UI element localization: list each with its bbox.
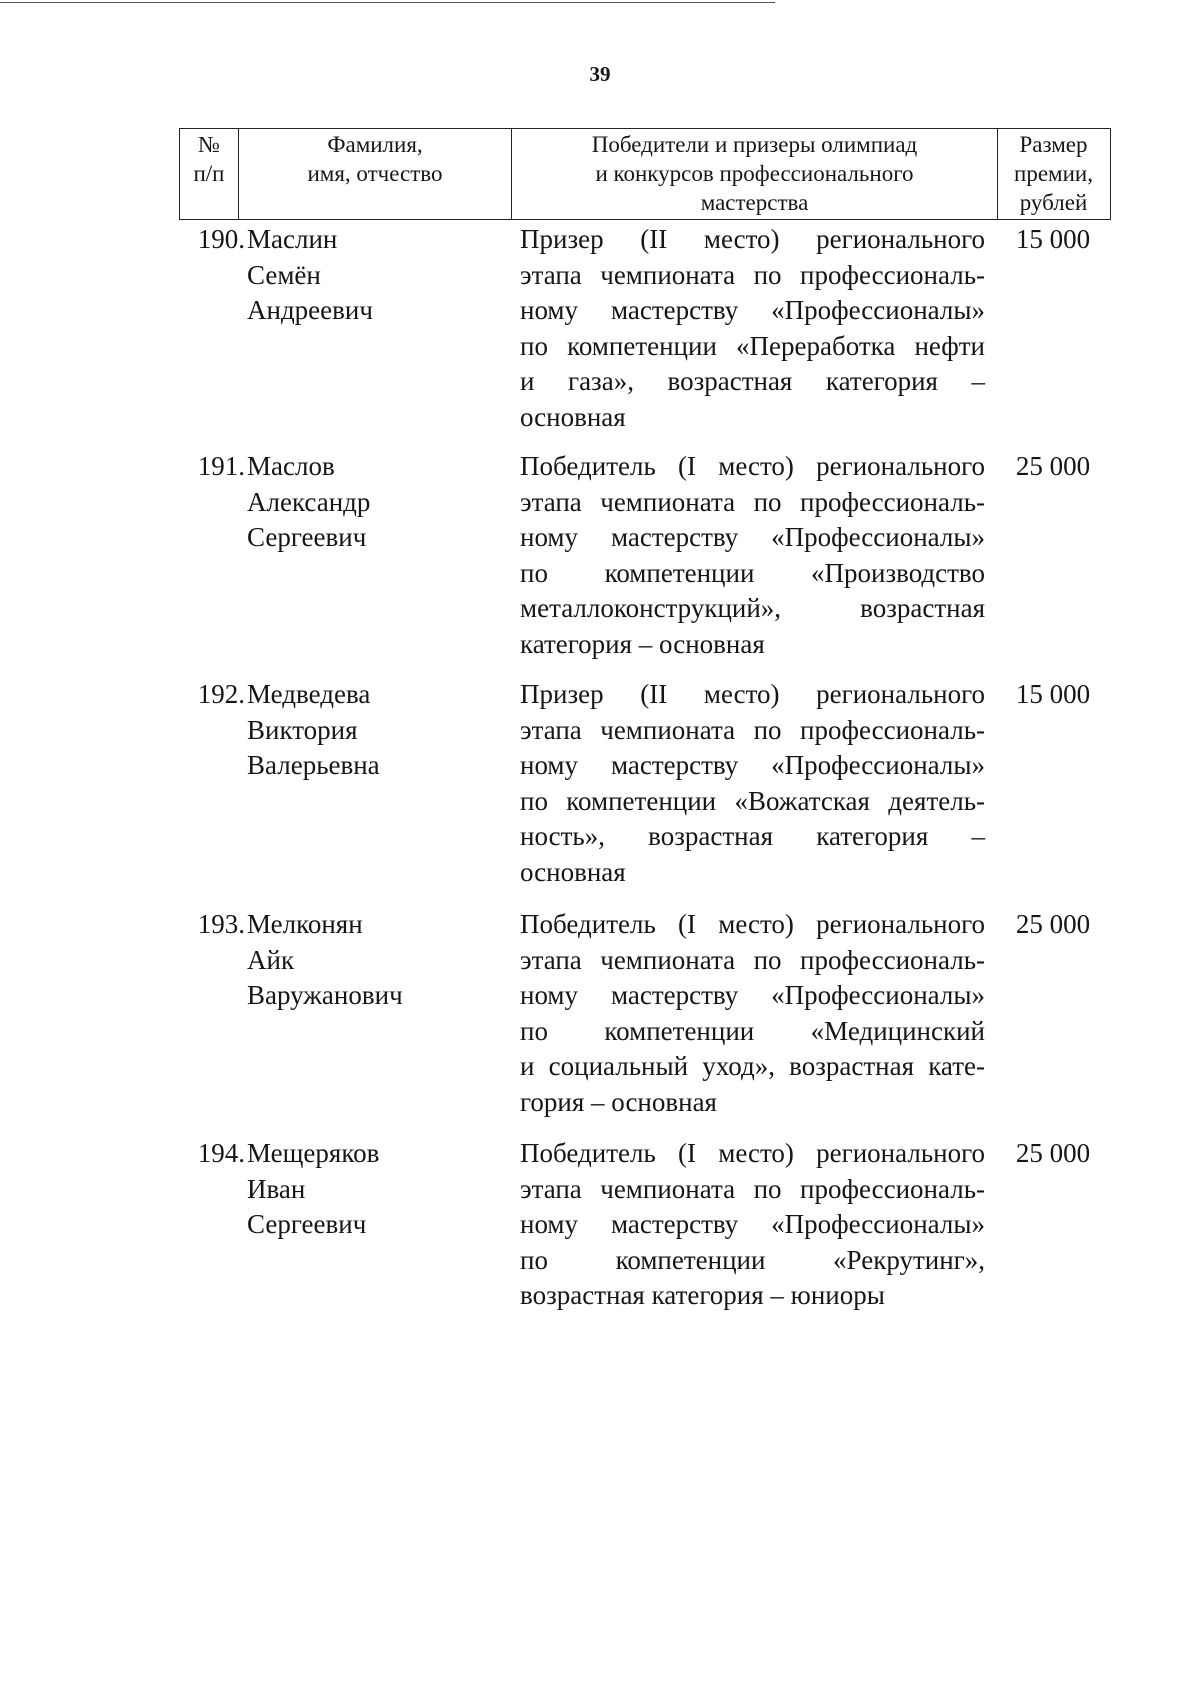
- award-description: [520, 449, 985, 662]
- header-name: [238, 129, 511, 219]
- first-name: Виктория: [247, 714, 358, 745]
- prize-amount: 15 000: [1015, 224, 1091, 254]
- award-description: [520, 907, 985, 1120]
- award-description: [520, 222, 985, 435]
- table-body: [179, 220, 1111, 1334]
- desc-line: металлоконструкций», возрастная: [520, 593, 985, 623]
- header-num-line: №: [198, 132, 220, 157]
- desc-line: основная: [520, 856, 626, 887]
- prize-amount: 25 000: [1015, 451, 1091, 481]
- header-prize-line: премии,: [1014, 161, 1093, 186]
- desc-line: категория – основная: [520, 628, 765, 659]
- patronymic: Валерьевна: [247, 750, 380, 780]
- award-description: [520, 677, 985, 890]
- desc-line: по компетенции «Производство: [520, 557, 985, 588]
- desc-line: ному мастерству «Профессионалы»: [520, 295, 985, 325]
- person-name: [247, 222, 517, 329]
- header-num: [180, 129, 238, 219]
- desc-line: ность», возрастная категория –: [520, 821, 985, 851]
- desc-line: ному мастерству «Профессионалы»: [520, 980, 985, 1010]
- row-number: 190.: [197, 224, 245, 254]
- header-desc-line: и конкурсов профессионального: [595, 161, 914, 186]
- desc-line: Победитель (I место) регионального: [520, 909, 985, 939]
- desc-line: по компетенции «Вожатская деятель-: [520, 785, 985, 816]
- table-row: [179, 675, 1111, 905]
- table-row: [179, 447, 1111, 675]
- first-name: Иван: [247, 1173, 306, 1204]
- row-number: 194.: [197, 1138, 245, 1168]
- header-prize-line: рублей: [1019, 190, 1088, 215]
- surname: Мелконян: [247, 909, 363, 939]
- desc-line: по компетенции «Медицинский: [520, 1015, 985, 1046]
- desc-line: по компетенции «Рекрутинг»,: [520, 1244, 985, 1275]
- desc-line: и социальный уход», возрастная кате-: [520, 1051, 985, 1081]
- desc-line: и газа», возрастная категория –: [520, 366, 985, 396]
- table-row: [179, 220, 1111, 447]
- patronymic: Андреевич: [247, 295, 373, 325]
- header-name-line: имя, отчество: [307, 161, 443, 186]
- header-prize-line: Размер: [1019, 132, 1088, 157]
- desc-line: ному мастерству «Профессионалы»: [520, 750, 985, 780]
- person-name: [247, 449, 517, 556]
- prize-amount: 25 000: [1015, 909, 1091, 939]
- person-name: [247, 1136, 517, 1243]
- desc-line: Призер (II место) регионального: [520, 224, 985, 254]
- header-desc-line: Победители и призеры олимпиад: [591, 132, 918, 157]
- prize-amount: 15 000: [1015, 679, 1091, 709]
- patronymic: Сергеевич: [247, 1209, 367, 1239]
- surname: Мещеряков: [247, 1138, 380, 1168]
- desc-line: по компетенции «Переработка нефти: [520, 330, 985, 361]
- row-number: 192.: [197, 679, 245, 709]
- scan-top-rule: [0, 2, 775, 3]
- desc-line: Победитель (I место) регионального: [520, 1138, 985, 1168]
- patronymic: Сергеевич: [247, 522, 367, 552]
- header-prize: [997, 129, 1109, 219]
- table-header: [179, 128, 1111, 220]
- table-row: [179, 905, 1111, 1134]
- table-row: [179, 1134, 1111, 1334]
- surname: Маслов: [247, 451, 335, 481]
- surname: Медведева: [247, 679, 371, 709]
- desc-line: возрастная категория – юниоры: [520, 1280, 885, 1310]
- desc-line: этапа чемпионата по профессиональ-: [520, 944, 985, 975]
- header-name-line: Фамилия,: [327, 132, 423, 157]
- desc-line: ному мастерству «Профессионалы»: [520, 1209, 985, 1239]
- desc-line: этапа чемпионата по профессиональ-: [520, 714, 985, 745]
- surname: Маслин: [247, 224, 338, 254]
- first-name: Айк: [247, 944, 295, 975]
- award-description: [520, 1136, 985, 1314]
- page-number: 39: [589, 62, 611, 86]
- header-num-line: п/п: [193, 161, 225, 186]
- person-name: [247, 677, 517, 784]
- header-desc: [511, 129, 997, 219]
- desc-line: этапа чемпионата по профессиональ-: [520, 259, 985, 290]
- first-name: Семён: [247, 259, 321, 290]
- first-name: Александр: [247, 486, 371, 517]
- row-number: 191.: [197, 451, 245, 481]
- desc-line: Призер (II место) регионального: [520, 679, 985, 709]
- header-desc-line: мастерства: [700, 190, 809, 215]
- desc-line: гория – основная: [520, 1086, 717, 1117]
- patronymic: Варужанович: [247, 980, 403, 1010]
- prize-amount: 25 000: [1015, 1138, 1091, 1168]
- desc-line: Победитель (I место) регионального: [520, 451, 985, 481]
- desc-line: этапа чемпионата по профессиональ-: [520, 1173, 985, 1204]
- desc-line: ному мастерству «Профессионалы»: [520, 522, 985, 552]
- row-number: 193.: [197, 909, 245, 939]
- desc-line: этапа чемпионата по профессиональ-: [520, 486, 985, 517]
- desc-line: основная: [520, 401, 626, 432]
- person-name: [247, 907, 517, 1014]
